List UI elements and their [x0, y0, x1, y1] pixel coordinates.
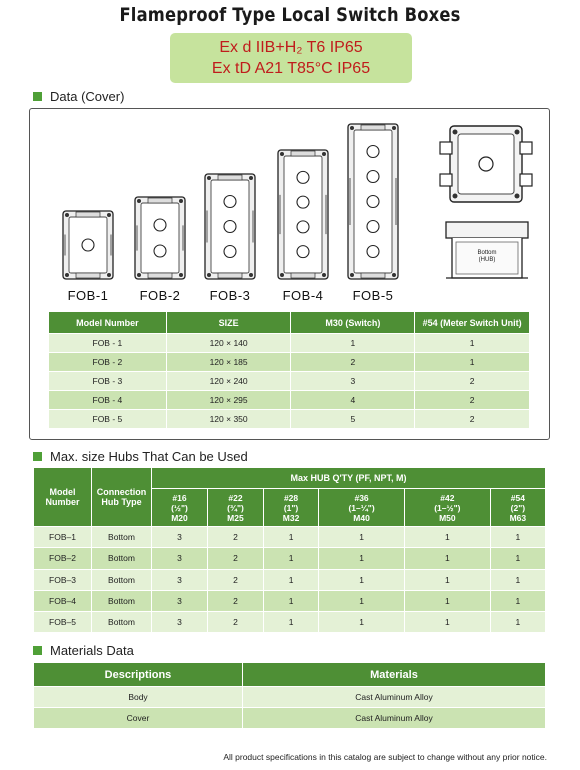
table-cell: 5 — [291, 410, 415, 429]
table-cell: 1 — [291, 334, 415, 353]
table-cell: 2 — [207, 548, 263, 569]
table-cell: 1 — [319, 527, 405, 548]
table-row — [49, 353, 530, 372]
product-drawing-fob-2 — [134, 196, 186, 303]
table-cell: FOB - 2 — [49, 353, 167, 372]
col-header: #54 (Meter Switch Unit) — [415, 312, 530, 334]
table-row — [34, 687, 546, 708]
table-cell: FOB - 5 — [49, 410, 167, 429]
table-cell: FOB - 4 — [49, 391, 167, 410]
hub-size-header: #36 (1–¼") M40 — [319, 489, 405, 527]
table-cell: 1 — [319, 590, 405, 611]
table-row — [49, 334, 530, 353]
group-header: Max HUB Q'TY (PF, NPT, M) — [152, 468, 546, 489]
table-cell: 120 × 185 — [166, 353, 291, 372]
col-header: SIZE — [166, 312, 291, 334]
switch-box-icon — [134, 196, 186, 280]
table-cell: Bottom — [92, 590, 152, 611]
table-cell: 120 × 350 — [166, 410, 291, 429]
table-cell: Bottom — [92, 569, 152, 590]
product-drawing-fob-4 — [277, 149, 329, 303]
materials-table — [33, 662, 546, 729]
product-label: FOB-2 — [139, 288, 181, 303]
product-label: FOB-5 — [352, 288, 394, 303]
hub-size-header: #16 (½") M20 — [152, 489, 208, 527]
table-cell: 1 — [404, 590, 490, 611]
table-cell: 1 — [415, 334, 530, 353]
table-cell: FOB - 1 — [49, 334, 167, 353]
table-cell: 1 — [404, 612, 490, 633]
hub-size-table — [33, 467, 546, 633]
table-row — [34, 569, 546, 590]
table-cell: 3 — [152, 569, 208, 590]
table-row — [49, 410, 530, 429]
bullet-square-icon — [33, 92, 42, 101]
table-cell: 2 — [207, 612, 263, 633]
hub-size-header: #42 (1–½") M50 — [404, 489, 490, 527]
switch-box-icon — [204, 173, 256, 280]
table-cell: 1 — [404, 527, 490, 548]
product-label: FOB-3 — [209, 288, 251, 303]
table-cell: 120 × 295 — [166, 391, 291, 410]
col-header-hub-type: Connection Hub Type — [92, 468, 152, 527]
table-cell: 2 — [415, 410, 530, 429]
product-drawing-fob-5 — [347, 123, 399, 303]
table-cell: 4 — [291, 391, 415, 410]
col-header: Descriptions — [34, 663, 243, 687]
product-drawing-fob-3 — [204, 173, 256, 303]
table-cell: 2 — [207, 527, 263, 548]
ex-rating-badge — [170, 33, 412, 83]
table-cell: 1 — [263, 590, 318, 611]
table-row — [34, 708, 546, 729]
table-cell: 2 — [207, 569, 263, 590]
table-cell: 1 — [490, 612, 545, 633]
table-cell: 1 — [490, 569, 545, 590]
table-cell: 3 — [152, 612, 208, 633]
section-heading-cover: Data (Cover) — [33, 89, 124, 104]
col-header-model: Model Number — [34, 468, 92, 527]
page-title: Flameproof Type Local Switch Boxes — [119, 4, 461, 26]
table-cell: 2 — [415, 372, 530, 391]
table-cell: 3 — [152, 527, 208, 548]
table-cell: 2 — [415, 391, 530, 410]
table-cell: 1 — [263, 612, 318, 633]
rating-line-1: Ex d IIB+H₂ T6 IP65 — [219, 39, 363, 56]
table-cell: 3 — [291, 372, 415, 391]
table-cell: Cover — [34, 708, 243, 729]
table-row — [34, 548, 546, 569]
cover-data-table — [48, 311, 530, 429]
table-cell: 120 × 240 — [166, 372, 291, 391]
table-cell: Bottom — [92, 612, 152, 633]
table-cell: FOB - 3 — [49, 372, 167, 391]
table-cell: 1 — [404, 548, 490, 569]
table-cell: 1 — [490, 527, 545, 548]
table-cell: 2 — [207, 590, 263, 611]
table-row — [34, 527, 546, 548]
table-cell: 3 — [152, 590, 208, 611]
table-cell: Cast Aluminum Alloy — [243, 687, 546, 708]
table-cell: 1 — [319, 612, 405, 633]
table-cell: 2 — [291, 353, 415, 372]
bullet-square-icon — [33, 452, 42, 461]
table-cell: 120 × 140 — [166, 334, 291, 353]
hub-size-header: #28 (1") M32 — [263, 489, 318, 527]
disclaimer-footer: All product specifications in this catalog are subject to change without any prior notice. — [223, 752, 547, 762]
table-cell: Cast Aluminum Alloy — [243, 708, 546, 729]
product-label: FOB-4 — [282, 288, 324, 303]
bullet-square-icon — [33, 646, 42, 655]
table-cell: Body — [34, 687, 243, 708]
table-cell: Bottom — [92, 548, 152, 569]
table-row — [49, 391, 530, 410]
top-view-drawing — [438, 122, 534, 206]
col-header: Materials — [243, 663, 546, 687]
col-header: Model Number — [49, 312, 167, 334]
table-cell: 1 — [415, 353, 530, 372]
rating-line-2: Ex tD A21 T85°C IP65 — [211, 60, 371, 77]
col-header: M30 (Switch) — [291, 312, 415, 334]
table-cell: 1 — [490, 590, 545, 611]
switch-box-icon — [347, 123, 399, 280]
table-cell: FOB–1 — [34, 527, 92, 548]
table-cell: Bottom — [92, 527, 152, 548]
hub-drawing-label: Bottom (HUB) — [477, 250, 497, 263]
table-cell: 1 — [263, 527, 318, 548]
hub-size-header: #54 (2") M63 — [490, 489, 545, 527]
table-cell: 1 — [319, 548, 405, 569]
table-cell: 3 — [152, 548, 208, 569]
product-label: FOB-1 — [67, 288, 109, 303]
table-cell: FOB–4 — [34, 590, 92, 611]
table-cell: 1 — [263, 569, 318, 590]
table-cell: 1 — [319, 569, 405, 590]
table-row — [34, 612, 546, 633]
product-drawing-fob-1 — [62, 210, 114, 303]
table-row — [49, 372, 530, 391]
hub-size-header: #22 (¾") M25 — [207, 489, 263, 527]
table-cell: FOB–2 — [34, 548, 92, 569]
table-row — [34, 590, 546, 611]
table-cell: 1 — [263, 548, 318, 569]
table-cell: 1 — [404, 569, 490, 590]
section-heading-materials: Materials Data — [33, 643, 134, 658]
switch-box-icon — [277, 149, 329, 280]
switch-box-icon — [62, 210, 114, 280]
table-cell: FOB–3 — [34, 569, 92, 590]
table-cell: FOB–5 — [34, 612, 92, 633]
table-cell: 1 — [490, 548, 545, 569]
section-heading-hubs: Max. size Hubs That Can be Used — [33, 449, 248, 464]
